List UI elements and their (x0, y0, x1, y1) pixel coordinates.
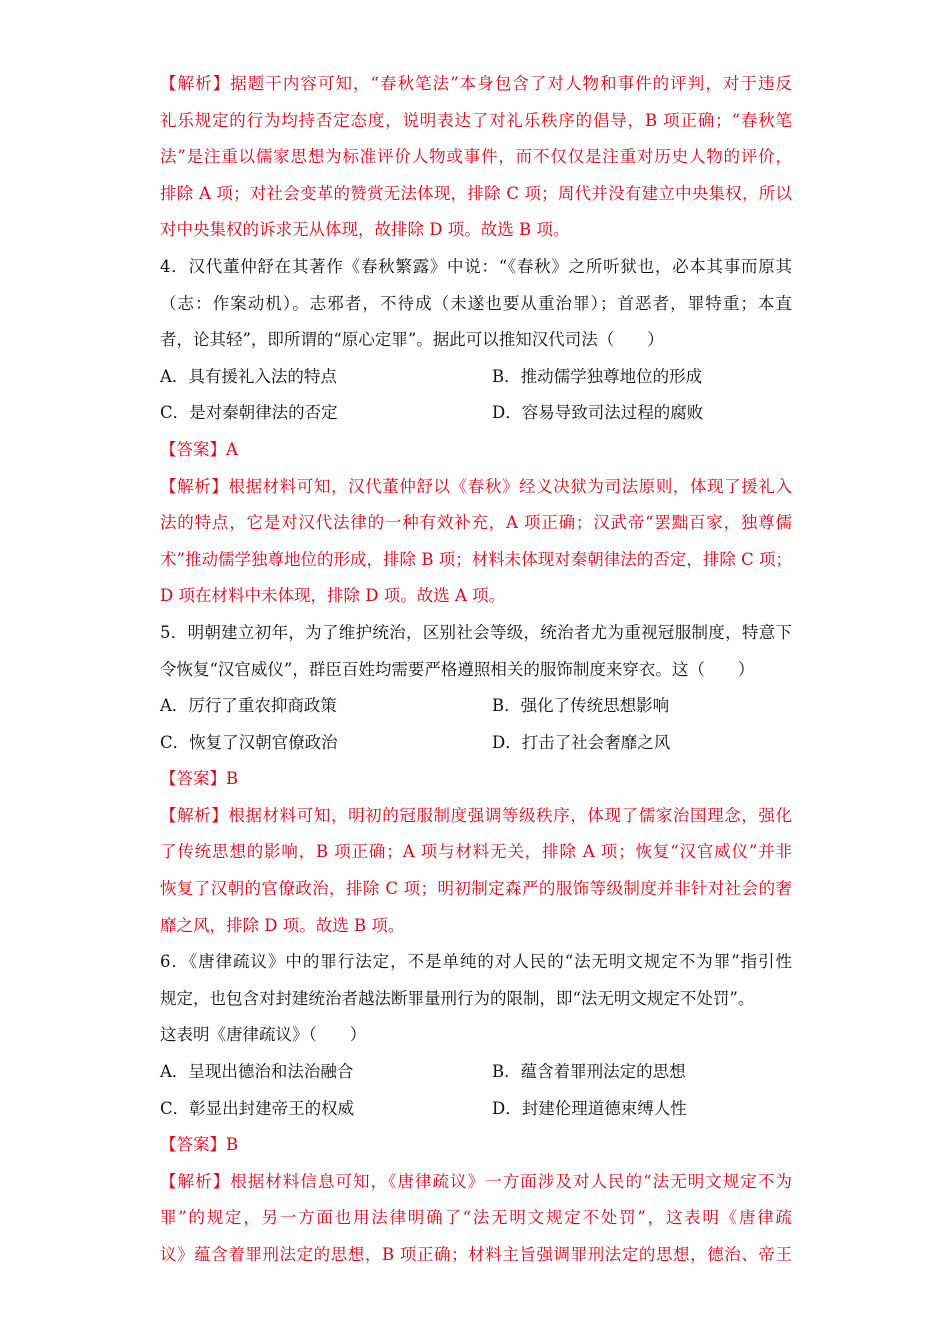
option-b: B．推动儒学独尊地位的形成 (492, 366, 703, 386)
question-5 (160, 615, 792, 944)
option-a: A．厉行了重农抑商政策 (160, 696, 337, 716)
analysis-line: 术”推动儒学独尊地位的形成，排除 B 项；材料未体现对秦朝律法的否定，排除 C 项； (160, 549, 792, 569)
question-stem-line: 6．《唐律疏议》中的罪行法定，不是单纯的对人民的“法无明文规定不为罪”指引性 (160, 952, 792, 972)
option-a: A．呈现出德治和法治融合 (160, 1062, 354, 1082)
option-c: C．恢复了汉朝官僚政治 (160, 732, 338, 752)
analysis-line: 了传统思想的影响，B 项正确；A 项与材料无关，排除 A 项；恢复“汉官威仪”并非 (160, 842, 792, 862)
analysis-line: 【解析】根据材料可知，明初的冠服制度强调等级秩序，体现了儒家治国理念，强化 (160, 805, 792, 825)
option-d: D．容易导致司法过程的腐败 (492, 403, 704, 423)
analysis-line: 议》蕴含着罪刑法定的思想，B 项正确；材料主旨强调罪刑法定的思想，德治、帝王 (160, 1245, 792, 1264)
question-stem-line: 规定，也包含对封建统治者越法断罪量刑行为的限制，即“法无明文规定不处罚”。 (160, 988, 755, 1008)
analysis-line: 【解析】根据材料信息可知，《唐律疏议》一方面涉及对人民的“法无明文规定不为 (160, 1171, 792, 1191)
answer: 【答案】A (160, 439, 238, 459)
q6-analysis (160, 1164, 792, 1274)
analysis-line: 【解析】据题干内容可知，“春秋笔法”本身包含了对人物和事件的评判，对于违反 (160, 74, 792, 93)
option-c: C．是对秦朝律法的否定 (160, 403, 338, 423)
question-stem-line: 者，论其轻”，即所谓的“原心定罪”。据此可以推知汉代司法（ ） (160, 330, 664, 350)
answer: 【答案】B (160, 769, 239, 789)
option-b: B．强化了传统思想影响 (492, 696, 670, 716)
question-stem-line: 令恢复“汉官威仪”，群臣百姓均需要严格遵照相关的服饰制度来穿衣。这（ ） (160, 659, 755, 679)
question-stem-line: 这表明《唐律疏议》（ ） (160, 1025, 367, 1045)
analysis-line: 恢复了汉朝的官僚政治，排除 C 项；明初制定森严的服饰等级制度并非针对社会的奢 (160, 879, 792, 899)
q4-analysis (160, 469, 792, 615)
question-stem-line: （志：作案动机）。志邪者，不待成（未遂也要从重治罪）；首恶者，罪特重；本直 (160, 293, 792, 313)
analysis-line: 排除 A 项；对社会变革的赞赏无法体现，排除 C 项；周代并没有建立中央集权，所以 (160, 183, 792, 203)
analysis-line: 礼乐规定的行为均持否定态度，说明表达了对礼乐秩序的倡导，B 项正确；“春秋笔 (160, 110, 792, 130)
option-d: D．打击了社会奢靡之风 (492, 732, 671, 752)
question-4 (160, 249, 792, 615)
option-b: B．蕴含着罪刑法定的思想 (492, 1062, 686, 1082)
analysis-line: 法的特点，它是对汉代法律的一种有效补充，A 项正确；汉武帝“罢黜百家，独尊儒 (160, 513, 792, 533)
document-page (160, 66, 792, 1274)
answer: 【答案】B (160, 1135, 239, 1155)
options-row (160, 688, 792, 725)
question-6 (160, 944, 792, 1273)
q3-analysis (160, 66, 792, 249)
options-row (160, 725, 792, 762)
question-stem-line: 4．汉代董仲舒在其著作《春秋繁露》中说：“《春秋》之所听狱也，必本其事而原其 (160, 256, 792, 276)
options-row (160, 1054, 792, 1091)
option-d: D．封建伦理道德束缚人性 (492, 1098, 687, 1118)
question-stem-line: 5．明朝建立初年，为了维护统治，区别社会等级，统治者尤为重视冠服制度，特意下 (160, 622, 792, 642)
q5-analysis (160, 798, 792, 944)
analysis-line: 靡之风，排除 D 项。故选 B 项。 (160, 915, 405, 935)
analysis-line: 【解析】根据材料可知，汉代董仲舒以《春秋》经义决狱为司法原则，体现了援礼入 (160, 476, 792, 496)
options-row (160, 1091, 792, 1128)
analysis-line: D 项在材料中未体现，排除 D 项。故选 A 项。 (160, 586, 506, 606)
analysis-line: 罪”的规定，另一方面也用法律明确了“法无明文规定不处罚”，这表明《唐律疏 (160, 1208, 792, 1228)
analysis-line: 法”是注重以儒家思想为标准评价人物或事件，而不仅仅是注重对历史人物的评价， (160, 147, 792, 167)
analysis-line: 对中央集权的诉求无从体现，故排除 D 项。故选 B 项。 (160, 220, 570, 240)
options-row (160, 395, 792, 432)
option-c: C．彰显出封建帝王的权威 (160, 1098, 355, 1118)
option-a: A．具有援礼入法的特点 (160, 366, 337, 386)
options-row (160, 359, 792, 396)
